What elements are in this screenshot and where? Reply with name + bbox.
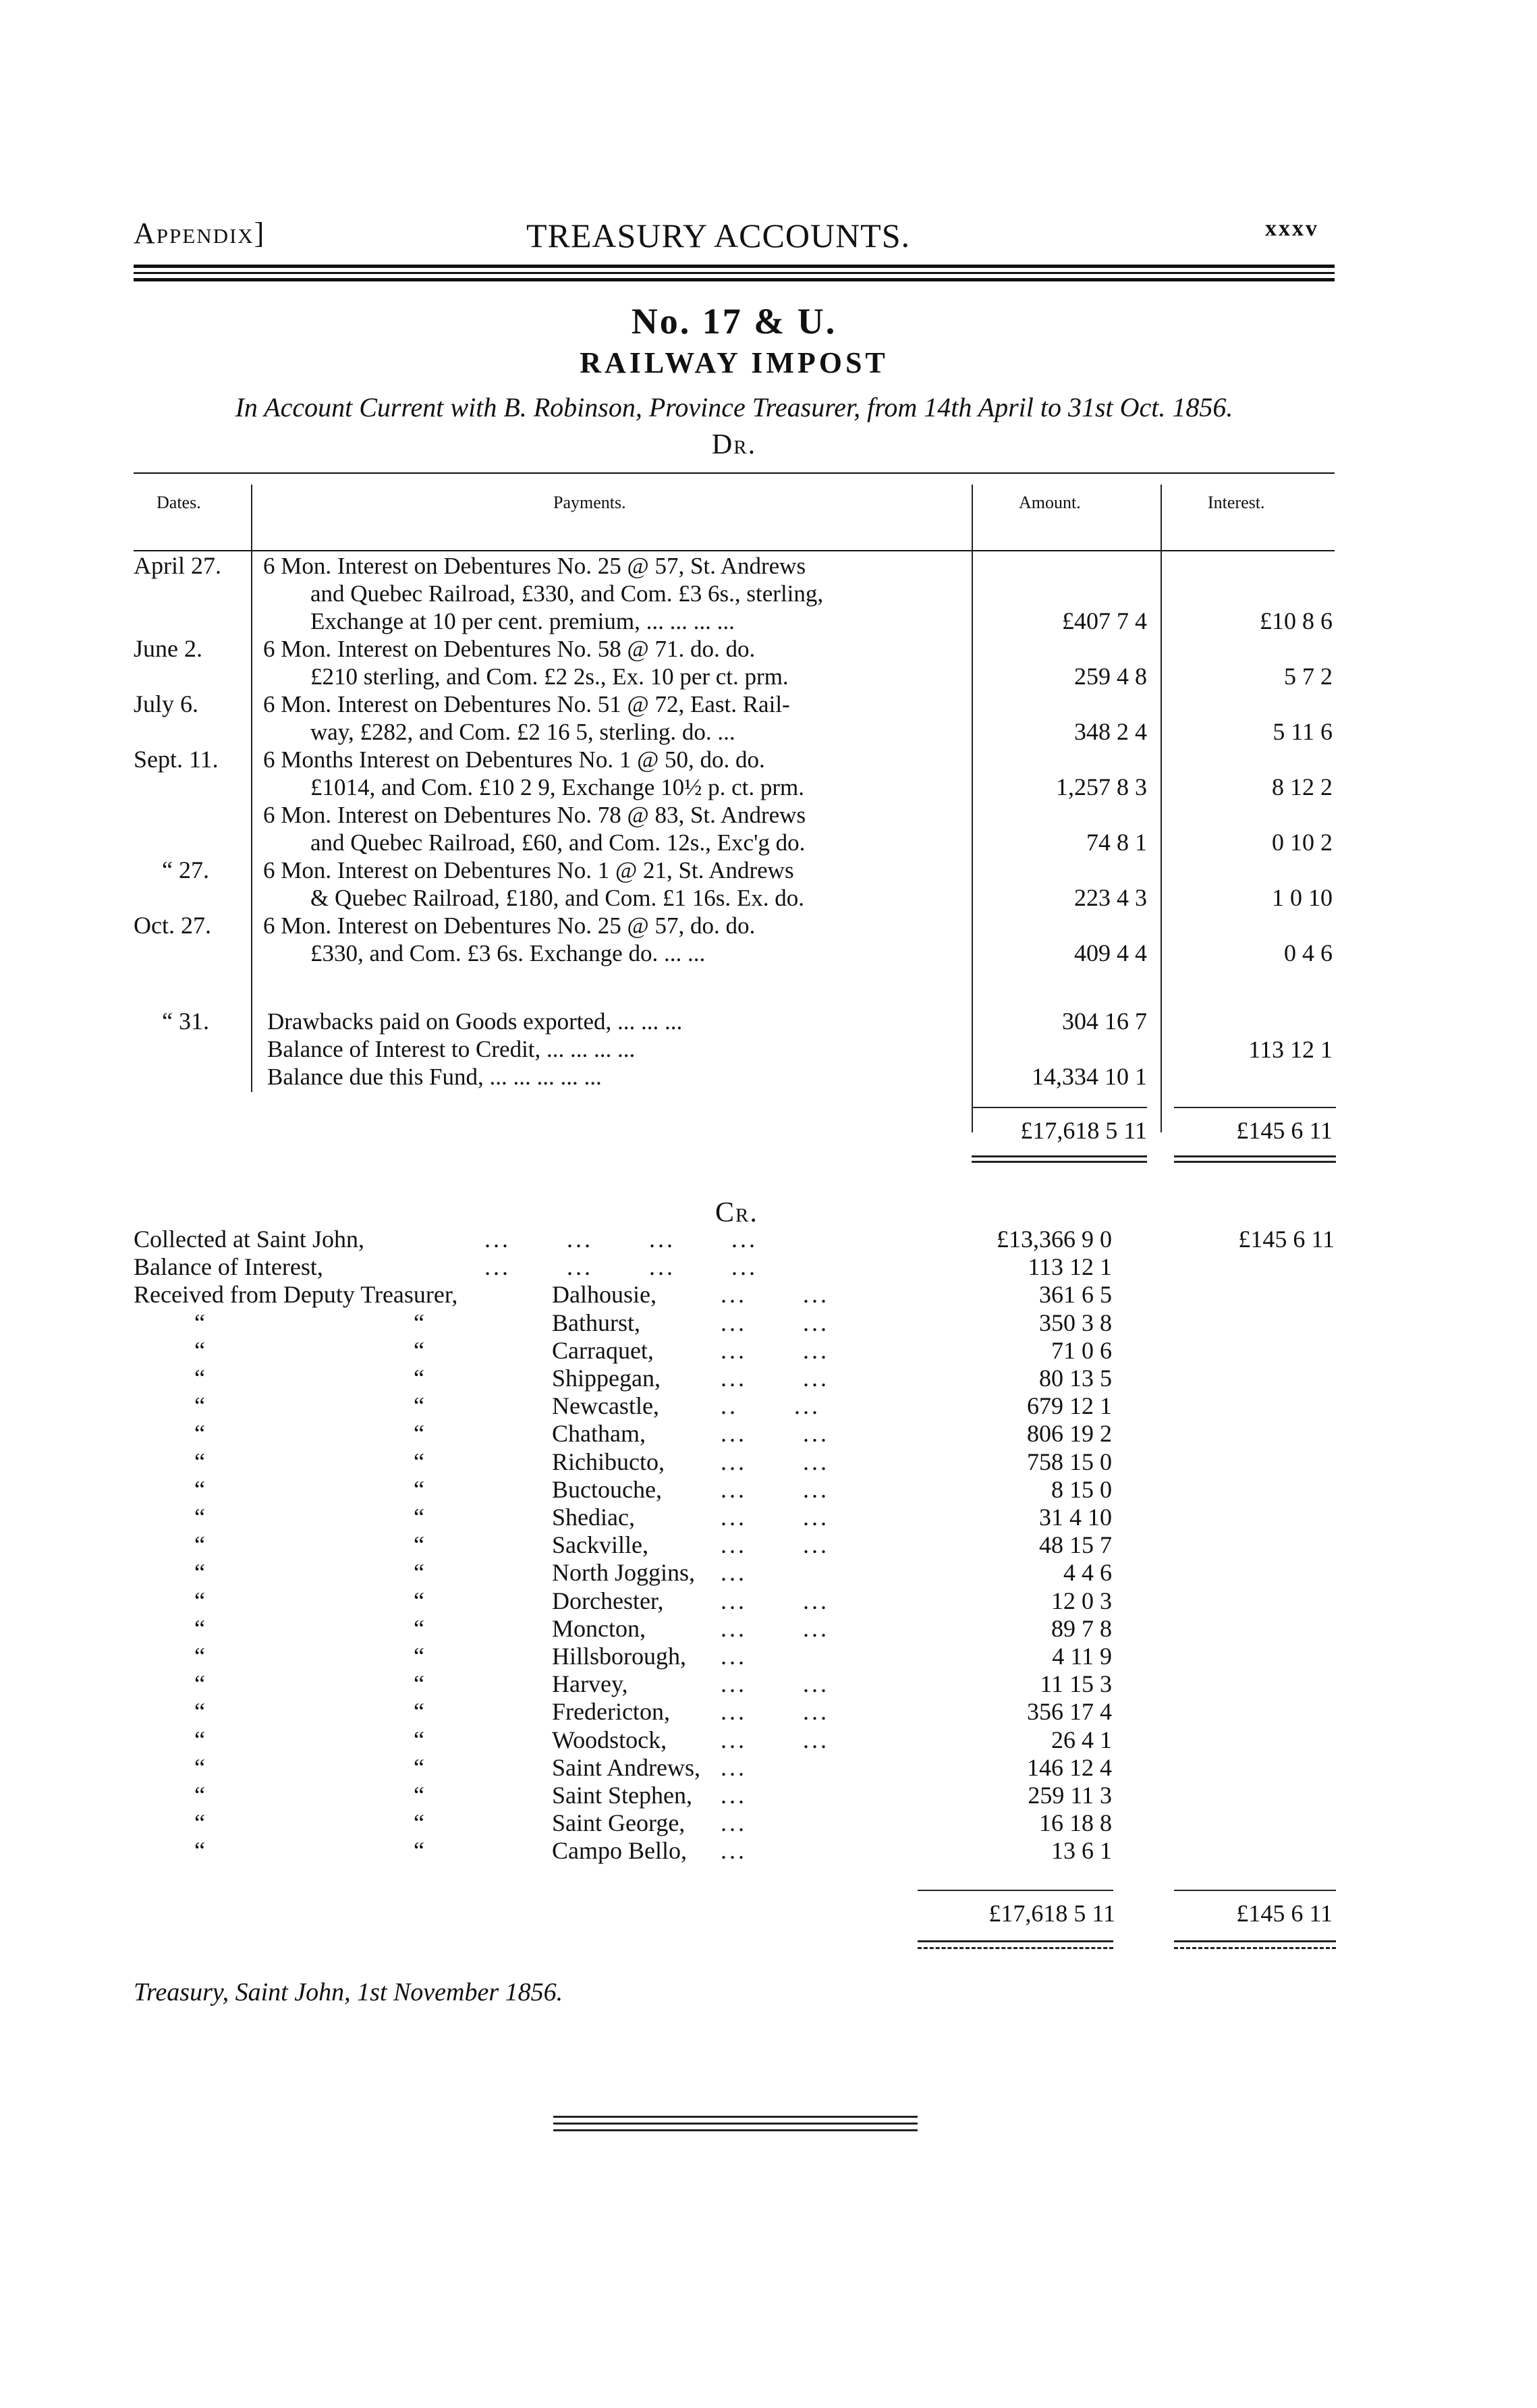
date-entry: June 2. [134, 635, 202, 662]
table-top-rule [134, 472, 1335, 474]
header-rule-thin [134, 272, 1335, 274]
credit-source: “ “ [194, 1698, 424, 1726]
credit-leader: .. ... [721, 1392, 820, 1420]
credit-source: “ “ [194, 1837, 424, 1865]
credit-row [134, 1642, 1335, 1670]
debit-total-interest: £145 6 11 [1236, 1117, 1333, 1144]
credit-source: “ “ [194, 1670, 424, 1698]
credit-source: “ “ [194, 1420, 424, 1448]
credit-amount: £13,366 9 0 [997, 1226, 1112, 1253]
credit-row [134, 1419, 1335, 1448]
credit-interest-total-rule-dashed [1174, 1947, 1336, 1949]
credit-leader: ... [721, 1753, 747, 1781]
credit-location: Fredericton, [552, 1698, 670, 1726]
amount-value: 304 16 7 [1062, 1008, 1147, 1035]
credit-leader: ... ... [721, 1670, 829, 1698]
amount-sum-rule [972, 1107, 1147, 1108]
credit-source: “ “ [194, 1559, 424, 1587]
interest-value: 0 10 2 [1272, 829, 1333, 856]
interest-value: £10 8 6 [1260, 607, 1333, 634]
document-title: RAILWAY IMPOST [580, 346, 889, 379]
payment-line: 6 Mon. Interest on Debentures No. 25 @ 57, do. do. [263, 912, 756, 939]
payment-line: way, £282, and Com. £2 16 5, sterling. do. ... [310, 719, 735, 745]
credit-amount: 13 6 1 [1051, 1837, 1112, 1865]
credit-source: “ “ [194, 1782, 424, 1809]
credit-leader: ... [721, 1837, 747, 1865]
amount-total-rule-double [972, 1161, 1147, 1163]
credit-row [134, 1448, 1335, 1476]
credit-amount-total-rule-dashed [918, 1947, 1113, 1949]
payment-line: and Quebec Railroad, £330, and Com. £3 6s., sterling, [310, 580, 824, 607]
credit-location: Saint Andrews, [552, 1753, 700, 1781]
credit-source: “ “ [194, 1336, 424, 1364]
credit-source: “ “ [194, 1475, 424, 1503]
amount-value: 409 4 4 [1074, 939, 1147, 966]
credit-row [134, 1225, 1335, 1253]
amount-value: £407 7 4 [1062, 607, 1147, 634]
credit-location: North Joggins, [552, 1559, 696, 1587]
credit-amount: 113 12 1 [1028, 1253, 1112, 1281]
credit-label: Cr. [715, 1197, 758, 1228]
credit-location: Hillsborough, [552, 1643, 687, 1670]
payment-line: £1014, and Com. £10 2 9, Exchange 10½ p. ct. prm. [310, 774, 804, 800]
credit-location: Moncton, [552, 1614, 646, 1642]
credit-row [134, 1670, 1335, 1698]
credit-total-interest: £145 6 11 [1236, 1900, 1333, 1927]
credit-row [134, 1781, 1335, 1809]
credit-interest-sum-rule [1174, 1890, 1336, 1891]
credit-source: “ “ [194, 1448, 424, 1475]
date-entry: Oct. 27. [134, 912, 211, 939]
credit-leader: ... ... [721, 1698, 829, 1726]
credit-leader: ... [721, 1782, 747, 1809]
credit-row [134, 1336, 1335, 1365]
amount-value: 14,334 10 1 [1032, 1063, 1147, 1090]
credit-location: Shediac, [552, 1504, 635, 1531]
credit-row [134, 1809, 1335, 1837]
header-amount: Amount. [1019, 493, 1081, 512]
credit-row [134, 1475, 1335, 1504]
credit-interest: £145 6 11 [1238, 1226, 1335, 1253]
credit-leader: ... ... [721, 1420, 829, 1448]
payment-line: Drawbacks paid on Goods exported, ... ... ... [267, 1008, 683, 1035]
credit-location: Dorchester, [552, 1587, 664, 1614]
credit-source: “ “ [194, 1309, 424, 1336]
credit-amount: 89 7 8 [1051, 1614, 1112, 1642]
header-rule-thick-lower [134, 278, 1335, 281]
payment-line: 6 Mon. Interest on Debentures No. 1 @ 21, St. Andrews [263, 857, 794, 883]
credit-amount-total-rule [918, 1940, 1113, 1942]
interest-value: 0 4 6 [1284, 939, 1333, 966]
credit-source: “ “ [194, 1643, 424, 1670]
credit-row [134, 1531, 1335, 1559]
credit-leader: ... ... [721, 1448, 829, 1475]
payment-line: & Quebec Railroad, £180, and Com. £1 16s. Ex. do. [310, 885, 804, 911]
credit-row [134, 1253, 1335, 1281]
credit-row [134, 1614, 1335, 1643]
interest-value: 1 0 10 [1272, 884, 1333, 911]
credit-leader: ... ... [721, 1365, 829, 1392]
credit-location: Carraquet, [552, 1336, 654, 1364]
amount-total-rule [972, 1155, 1147, 1157]
credit-amount: 259 11 3 [1028, 1782, 1112, 1809]
credit-location: Dalhousie, [552, 1281, 656, 1309]
credit-leader: ... ... ... ... [484, 1253, 758, 1281]
credit-source: Collected at Saint John, [134, 1226, 364, 1253]
header-dates: Dates. [157, 493, 201, 512]
credit-source: Balance of Interest, [134, 1253, 323, 1281]
credit-leader: ... [721, 1643, 747, 1670]
credit-leader: ... ... [721, 1281, 829, 1309]
credit-amount: 356 17 4 [1027, 1698, 1112, 1726]
amount-value: 259 4 8 [1074, 663, 1147, 690]
interest-value: 5 11 6 [1273, 718, 1333, 745]
document-subtitle: In Account Current with B. Robinson, Province Treasurer, from 14th April to 31st Oct. 1856. [235, 392, 1233, 422]
credit-source: “ “ [194, 1809, 424, 1837]
credit-leader: ... ... [721, 1475, 829, 1503]
payment-line: and Quebec Railroad, £60, and Com. 12s., Exc'g do. [310, 829, 806, 856]
credit-row [134, 1836, 1335, 1865]
credit-amount-sum-rule [918, 1890, 1113, 1891]
credit-amount: 11 15 3 [1040, 1670, 1112, 1698]
running-header-left: Appendix] [134, 217, 266, 250]
payment-line: Exchange at 10 per cent. premium, ... ... ... ... [310, 608, 735, 634]
credit-source: “ “ [194, 1587, 424, 1614]
credit-location: Richibucto, [552, 1448, 665, 1475]
interest-sum-rule [1174, 1107, 1336, 1108]
credit-location: Harvey, [552, 1670, 628, 1698]
payment-line: 6 Months Interest on Debentures No. 1 @ 50, do. do. [263, 746, 765, 773]
credit-amount: 80 13 5 [1039, 1365, 1112, 1392]
document-number: No. 17 & U. [631, 301, 837, 341]
credit-amount: 758 15 0 [1027, 1448, 1112, 1475]
credit-source: Received from Deputy Treasurer, [134, 1281, 458, 1309]
header-payments: Payments. [553, 493, 626, 512]
credit-amount: 48 15 7 [1039, 1531, 1112, 1559]
credit-source: “ “ [194, 1726, 424, 1753]
credit-location: Saint Stephen, [552, 1782, 692, 1809]
interest-value: 5 7 2 [1284, 663, 1333, 690]
credit-leader: ... ... [721, 1726, 829, 1753]
credit-leader: ... ... [721, 1504, 829, 1531]
amount-value: 348 2 4 [1074, 718, 1147, 745]
payment-line: £330, and Com. £3 6s. Exchange do. ... ... [310, 940, 706, 966]
credit-location: Chatham, [552, 1420, 646, 1448]
credit-leader: ... ... [721, 1531, 829, 1559]
payment-line: Balance of Interest to Credit, ... ... ... ... [267, 1036, 636, 1062]
credit-amount: 71 0 6 [1051, 1336, 1112, 1364]
payment-line: £210 sterling, and Com. £2 2s., Ex. 10 per ct. prm. [310, 663, 789, 690]
credit-source: “ “ [194, 1392, 424, 1420]
credit-leader: ... ... [721, 1336, 829, 1364]
credit-row [134, 1280, 1335, 1309]
footer-signature-line: Treasury, Saint John, 1st November 1856. [134, 1978, 563, 2006]
credit-row [134, 1392, 1335, 1420]
credit-location: Newcastle, [552, 1392, 659, 1420]
credit-leader: ... ... [721, 1614, 829, 1642]
interest-total-rule-double [1174, 1161, 1336, 1163]
closing-rule-lower [553, 2129, 918, 2131]
credit-row [134, 1726, 1335, 1754]
payment-line: 6 Mon. Interest on Debentures No. 58 @ 71. do. do. [263, 636, 756, 662]
header-interest: Interest. [1208, 493, 1265, 512]
credit-source: “ “ [194, 1504, 424, 1531]
credit-row [134, 1503, 1335, 1531]
credit-amount: 146 12 4 [1027, 1753, 1112, 1781]
credit-row [134, 1753, 1335, 1782]
credit-amount: 350 3 8 [1039, 1309, 1112, 1336]
column-divider-amount [1161, 485, 1162, 1132]
interest-value: 8 12 2 [1272, 773, 1333, 800]
debit-total-amount: £17,618 5 11 [1020, 1117, 1147, 1144]
credit-row [134, 1697, 1335, 1726]
credit-amount: 8 15 0 [1051, 1475, 1112, 1503]
table-header-rule [134, 550, 1335, 551]
date-entry: April 27. [134, 552, 221, 579]
credit-amount: 4 11 9 [1052, 1643, 1112, 1670]
credit-row [134, 1309, 1335, 1337]
credit-leader: ... ... [721, 1309, 829, 1336]
credit-source: “ “ [194, 1614, 424, 1642]
payment-line: Balance due this Fund, ... ... ... ... ... [267, 1064, 602, 1090]
payment-line: 6 Mon. Interest on Debentures No. 51 @ 72, East. Rail- [263, 691, 790, 717]
date-entry: “ 27. [162, 856, 209, 883]
credit-leader: ... ... [721, 1587, 829, 1614]
closing-rule-middle [553, 2123, 918, 2125]
credit-location: Woodstock, [552, 1726, 667, 1753]
credit-location: Campo Bello, [552, 1837, 687, 1865]
credit-source: “ “ [194, 1531, 424, 1559]
payment-line: 6 Mon. Interest on Debentures No. 25 @ 57, St. Andrews [263, 553, 806, 579]
credit-amount: 806 19 2 [1027, 1420, 1112, 1448]
credit-source: “ “ [194, 1753, 424, 1781]
closing-rule [553, 2116, 918, 2118]
credit-row [134, 1587, 1335, 1615]
column-divider-dates [251, 485, 252, 1092]
page-number: xxxv [1265, 216, 1319, 241]
payment-descriptions [263, 552, 978, 967]
credit-interest-total-rule [1174, 1940, 1336, 1942]
amount-value: 1,257 8 3 [1056, 773, 1147, 800]
credit-leader: ... ... ... ... [484, 1226, 758, 1253]
credit-amount: 26 4 1 [1051, 1726, 1112, 1753]
credit-amount: 16 18 8 [1039, 1809, 1112, 1837]
credit-total-amount: £17,618 5 11 [988, 1900, 1115, 1927]
credit-location: Shippegan, [552, 1365, 661, 1392]
date-entry: July 6. [134, 690, 199, 717]
payment-descriptions-closing [263, 1008, 978, 1091]
credit-location: Bathurst, [552, 1309, 640, 1336]
credit-location: Buctouche, [552, 1475, 662, 1503]
credit-source: “ “ [194, 1365, 424, 1392]
credit-location: Sackville, [552, 1531, 648, 1559]
amount-value: 223 4 3 [1074, 884, 1147, 911]
credit-amount: 679 12 1 [1027, 1392, 1112, 1420]
date-entry: “ 31. [162, 1008, 209, 1035]
credit-amount: 12 0 3 [1051, 1587, 1112, 1614]
amount-value: 74 8 1 [1086, 829, 1147, 856]
running-header-title: TREASURY ACCOUNTS. [526, 217, 911, 254]
debit-label: Dr. [711, 429, 757, 460]
credit-leader: ... [721, 1559, 747, 1587]
credit-leader: ... [721, 1809, 747, 1837]
credit-row [134, 1558, 1335, 1587]
interest-total-rule [1174, 1155, 1336, 1157]
credit-amount: 361 6 5 [1039, 1281, 1112, 1309]
credit-location: Saint George, [552, 1809, 686, 1837]
interest-value: 113 12 1 [1248, 1036, 1333, 1063]
payment-line: 6 Mon. Interest on Debentures No. 78 @ 83, St. Andrews [263, 802, 806, 828]
credit-amount: 4 4 6 [1063, 1559, 1112, 1587]
header-rule-thick [134, 265, 1335, 268]
credit-row [134, 1364, 1335, 1392]
credit-amount: 31 4 10 [1039, 1504, 1112, 1531]
date-entry: Sept. 11. [134, 746, 219, 773]
